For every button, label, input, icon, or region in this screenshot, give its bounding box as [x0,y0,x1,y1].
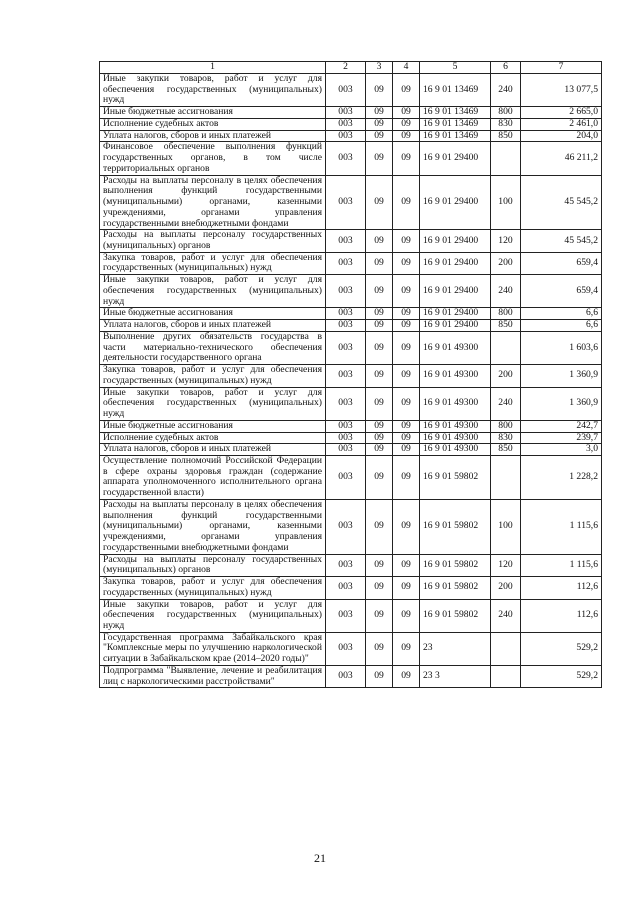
column-header: 4 [393,62,420,74]
row-target-code: 16 9 01 29400 [420,230,491,252]
row-target-code: 16 9 01 29400 [420,252,491,274]
row-section-code: 09 [366,130,393,142]
table-row [100,74,602,107]
row-expense-type: 200 [491,365,521,387]
table-row [100,432,602,444]
budget-table [99,61,602,688]
row-amount: 6,6 [521,308,602,320]
row-target-code: 16 9 01 59802 [420,499,491,554]
row-target-code: 16 9 01 29400 [420,175,491,230]
row-ved-code: 003 [326,175,366,230]
row-expense-type: 200 [491,577,521,599]
row-amount: 204,0 [521,130,602,142]
row-ved-code: 003 [326,230,366,252]
row-name: Расходы на выплаты персоналу в целях обеспечения выполнения функций государственными (муниципальными) органами, казенными учреждениями, органами управления государственными внебюджетными фондами [100,499,326,554]
row-ved-code: 003 [326,107,366,119]
row-subsection-code: 09 [393,175,420,230]
row-target-code: 16 9 01 49300 [420,444,491,456]
row-subsection-code: 09 [393,599,420,632]
page-number: 21 [314,851,326,865]
row-ved-code: 003 [326,420,366,432]
row-name: Уплата налогов, сборов и иных платежей [100,320,326,332]
header-row [100,62,602,74]
row-section-code: 09 [366,107,393,119]
row-amount: 242,7 [521,420,602,432]
row-target-code: 16 9 01 49300 [420,331,491,364]
row-ved-code: 003 [326,599,366,632]
row-target-code: 16 9 01 13469 [420,118,491,130]
column-header: 7 [521,62,602,74]
row-amount: 2 461,0 [521,118,602,130]
row-expense-type: 240 [491,74,521,107]
row-expense-type: 120 [491,554,521,576]
row-subsection-code: 09 [393,577,420,599]
row-ved-code: 003 [326,118,366,130]
row-subsection-code: 09 [393,252,420,274]
table-row [100,320,602,332]
row-ved-code: 003 [326,432,366,444]
row-name: Исполнение судебных актов [100,432,326,444]
table-row [100,599,602,632]
table-row [100,175,602,230]
row-expense-type: 830 [491,118,521,130]
table-row [100,365,602,387]
row-name: Подпрограмма "Выявление, лечение и реабилитация лиц с наркологическими расстройствами" [100,665,326,687]
row-ved-code: 003 [326,331,366,364]
row-name: Уплата налогов, сборов и иных платежей [100,444,326,456]
row-expense-type: 240 [491,599,521,632]
row-subsection-code: 09 [393,142,420,175]
row-ved-code: 003 [326,365,366,387]
row-section-code: 09 [366,331,393,364]
row-ved-code: 003 [326,308,366,320]
row-name: Закупка товаров, работ и услуг для обеспечения государственных (муниципальных) нужд [100,252,326,274]
table-row [100,230,602,252]
row-section-code: 09 [366,665,393,687]
row-target-code: 16 9 01 49300 [420,365,491,387]
row-target-code: 16 9 01 49300 [420,432,491,444]
row-target-code: 16 9 01 59802 [420,599,491,632]
table-row [100,387,602,420]
row-subsection-code: 09 [393,444,420,456]
row-target-code: 16 9 01 13469 [420,74,491,107]
table-row [100,499,602,554]
row-name: Иные бюджетные ассигнования [100,420,326,432]
row-expense-type: 850 [491,320,521,332]
row-amount: 1 360,9 [521,387,602,420]
row-name: Уплата налогов, сборов и иных платежей [100,130,326,142]
row-ved-code: 003 [326,130,366,142]
table-row [100,130,602,142]
row-name: Иные бюджетные ассигнования [100,107,326,119]
table-row [100,275,602,308]
row-name: Иные закупки товаров, работ и услуг для обеспечения государственных (муниципальных) нужд [100,275,326,308]
table-row [100,554,602,576]
row-ved-code: 003 [326,320,366,332]
row-target-code: 16 9 01 59802 [420,455,491,499]
row-amount: 1 115,6 [521,554,602,576]
row-amount: 112,6 [521,577,602,599]
row-section-code: 09 [366,308,393,320]
row-subsection-code: 09 [393,455,420,499]
row-subsection-code: 09 [393,107,420,119]
row-name: Иные закупки товаров, работ и услуг для обеспечения государственных (муниципальных) нужд [100,74,326,107]
row-expense-type: 240 [491,275,521,308]
row-amount: 6,6 [521,320,602,332]
row-ved-code: 003 [326,499,366,554]
column-header: 2 [326,62,366,74]
row-expense-type [491,331,521,364]
column-header: 3 [366,62,393,74]
row-amount: 659,4 [521,275,602,308]
row-subsection-code: 09 [393,365,420,387]
row-subsection-code: 09 [393,499,420,554]
table-row [100,107,602,119]
row-amount: 659,4 [521,252,602,274]
row-subsection-code: 09 [393,387,420,420]
row-subsection-code: 09 [393,320,420,332]
row-expense-type: 100 [491,175,521,230]
row-expense-type: 100 [491,499,521,554]
row-name: Осуществление полномочий Российской Федерации в сфере охраны здоровья граждан (содержание аппарата уполномоченного исполнительного органа государственной власти) [100,455,326,499]
row-expense-type: 830 [491,432,521,444]
row-expense-type [491,455,521,499]
row-target-code: 23 3 [420,665,491,687]
row-expense-type [491,665,521,687]
row-target-code: 23 [420,632,491,665]
row-section-code: 09 [366,554,393,576]
row-ved-code: 003 [326,387,366,420]
row-expense-type: 850 [491,444,521,456]
row-amount: 112,6 [521,599,602,632]
row-ved-code: 003 [326,74,366,107]
row-section-code: 09 [366,320,393,332]
row-name: Государственная программа Забайкальского края "Комплексные меры по улучшению наркологической ситуации в Забайкальском крае (2014–2020 годы)" [100,632,326,665]
row-name: Расходы на выплаты персоналу государственных (муниципальных) органов [100,230,326,252]
row-ved-code: 003 [326,275,366,308]
row-expense-type: 800 [491,420,521,432]
row-expense-type: 200 [491,252,521,274]
table-row [100,331,602,364]
row-expense-type: 800 [491,107,521,119]
row-ved-code: 003 [326,554,366,576]
row-subsection-code: 09 [393,275,420,308]
row-target-code: 16 9 01 59802 [420,577,491,599]
row-section-code: 09 [366,387,393,420]
row-name: Исполнение судебных актов [100,118,326,130]
row-target-code: 16 9 01 29400 [420,320,491,332]
row-section-code: 09 [366,275,393,308]
row-amount: 1 228,2 [521,455,602,499]
row-name: Иные закупки товаров, работ и услуг для обеспечения государственных (муниципальных) нужд [100,599,326,632]
row-ved-code: 003 [326,455,366,499]
row-amount: 1 360,9 [521,365,602,387]
row-section-code: 09 [366,420,393,432]
row-name: Закупка товаров, работ и услуг для обеспечения государственных (муниципальных) нужд [100,365,326,387]
table-row [100,252,602,274]
row-name: Иные бюджетные ассигнования [100,308,326,320]
row-ved-code: 003 [326,142,366,175]
row-amount: 45 545,2 [521,175,602,230]
table-row [100,444,602,456]
row-subsection-code: 09 [393,554,420,576]
row-subsection-code: 09 [393,130,420,142]
table-row [100,308,602,320]
row-subsection-code: 09 [393,308,420,320]
row-section-code: 09 [366,455,393,499]
row-target-code: 16 9 01 29400 [420,308,491,320]
row-section-code: 09 [366,230,393,252]
row-amount: 3,0 [521,444,602,456]
column-header: 6 [491,62,521,74]
row-subsection-code: 09 [393,74,420,107]
row-name: Закупка товаров, работ и услуг для обеспечения государственных (муниципальных) нужд [100,577,326,599]
row-amount: 239,7 [521,432,602,444]
row-amount: 45 545,2 [521,230,602,252]
table-row [100,577,602,599]
row-target-code: 16 9 01 49300 [420,420,491,432]
row-expense-type: 240 [491,387,521,420]
row-name: Финансовое обеспечение выполнения функций государственных органов, в том числе территориальных органов [100,142,326,175]
row-section-code: 09 [366,252,393,274]
row-expense-type [491,632,521,665]
column-header: 5 [420,62,491,74]
row-section-code: 09 [366,365,393,387]
row-name: Иные закупки товаров, работ и услуг для обеспечения государственных (муниципальных) нужд [100,387,326,420]
row-subsection-code: 09 [393,632,420,665]
row-target-code: 16 9 01 49300 [420,387,491,420]
row-ved-code: 003 [326,665,366,687]
row-expense-type: 800 [491,308,521,320]
row-name: Выполнение других обязательств государства в части материально-технического обеспечения деятельности государственного органа [100,331,326,364]
table-row [100,665,602,687]
row-subsection-code: 09 [393,331,420,364]
row-ved-code: 003 [326,444,366,456]
table-row [100,142,602,175]
row-section-code: 09 [366,444,393,456]
row-section-code: 09 [366,599,393,632]
table-row [100,420,602,432]
row-amount: 1 603,6 [521,331,602,364]
table-row [100,455,602,499]
row-ved-code: 003 [326,252,366,274]
row-subsection-code: 09 [393,118,420,130]
table-row [100,632,602,665]
row-subsection-code: 09 [393,665,420,687]
row-section-code: 09 [366,499,393,554]
row-amount: 529,2 [521,632,602,665]
row-target-code: 16 9 01 13469 [420,130,491,142]
table-row [100,118,602,130]
row-subsection-code: 09 [393,420,420,432]
row-section-code: 09 [366,577,393,599]
row-amount: 529,2 [521,665,602,687]
row-ved-code: 003 [326,577,366,599]
row-target-code: 16 9 01 59802 [420,554,491,576]
row-amount: 2 665,0 [521,107,602,119]
row-expense-type: 120 [491,230,521,252]
row-subsection-code: 09 [393,230,420,252]
row-expense-type [491,142,521,175]
row-section-code: 09 [366,142,393,175]
row-section-code: 09 [366,432,393,444]
column-header: 1 [100,62,326,74]
row-target-code: 16 9 01 13469 [420,107,491,119]
row-target-code: 16 9 01 29400 [420,275,491,308]
row-section-code: 09 [366,175,393,230]
row-section-code: 09 [366,74,393,107]
row-name: Расходы на выплаты персоналу в целях обеспечения выполнения функций государственными (муниципальными) органами, казенными учреждениями, органами управления государственными внебюджетными фондами [100,175,326,230]
row-amount: 46 211,2 [521,142,602,175]
row-section-code: 09 [366,632,393,665]
row-amount: 1 115,6 [521,499,602,554]
row-section-code: 09 [366,118,393,130]
row-name: Расходы на выплаты персоналу государственных (муниципальных) органов [100,554,326,576]
row-expense-type: 850 [491,130,521,142]
row-subsection-code: 09 [393,432,420,444]
row-target-code: 16 9 01 29400 [420,142,491,175]
row-ved-code: 003 [326,632,366,665]
row-amount: 13 077,5 [521,74,602,107]
